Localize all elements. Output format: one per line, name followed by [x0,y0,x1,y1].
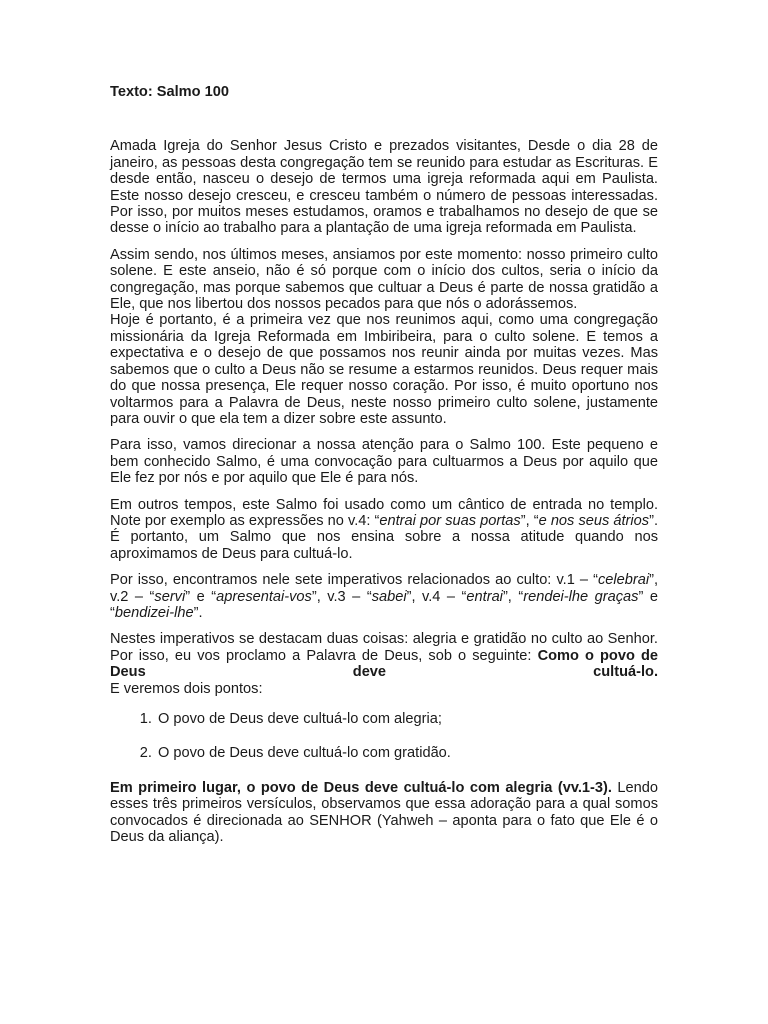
paragraph-hoje: Hoje é portanto, é a primeira vez que nos reunimos aqui, como uma congregação missionária da Igreja Reformada em Imbiribeira, para o culto solene. E temos a expectativa e o desejo de que possamos nos reunir ainda por muitas vezes. Mas sabemos que o culto a Deus não se resume a estarmos reunidos. Deus requer mais do que nossa presença, Ele requer nosso coração. Por isso, é muito oportuno nos voltarmos para a Palavra de Deus, neste nosso primeiro culto solene, justamente para ouvir o que ela tem a dizer sobre este assunto. [110,312,658,427]
quote-atrios: e nos seus átrios [538,512,650,529]
section-heading: Em primeiro lugar, o povo de Deus deve cultuá-lo com alegria (vv.1-3). [110,779,612,796]
document-title: Texto: Salmo 100 [110,84,229,100]
paragraph-intro: Amada Igreja do Senhor Jesus Cristo e prezados visitantes, Desde o dia 28 de janeiro, as pessoas desta congregação tem se reunido para estudar as Escrituras. E desde então, nasceu o desejo de termos uma igreja reformada aqui em Paulista. Este nosso desejo cresceu, e cresceu também o número de pessoas interessadas. Por isso, por muitos meses estudamos, oramos e trabalhamos no desejo de que se desse o início ao trabalho para a plantação de uma igreja reformada em Paulista. [110,138,658,237]
paragraph-anseio: Assim sendo, nos últimos meses, ansiamos por este momento: nosso primeiro culto solene. E este anseio, não é só porque com o início dos cultos, seria o início da congregação, mas porque sabemos que cultuar a Deus é parte de nossa gratidão a Ele, que nos libertou dos nossos pecados para que nós o adorássemos. [110,246,658,313]
paragraph-cantico: Em outros tempos, este Salmo foi usado como um cântico de entrada no templo. Note por exemplo as expressões no v.4: “entrai por suas portas”, “e nos seus átrios”. É portanto, um Salmo que nos ensina sobre a nossa atitude quando nos aproximamos de Deus para cultuá-lo. [110,496,658,562]
paragraph-imperativos: Por isso, encontramos nele sete imperativos relacionados ao culto: v.1 – “celebrai”, v.2 – “servi” e “apresentai-vos”, v.3 – “sabei”, v.4 – “entrai”, “rendei-lhe graças” e “bendizei-lhe”. [110,572,658,621]
list-item: 1. O povo de Deus deve cultuá-lo com alegria; [156,711,658,727]
list-item: 2. O povo de Deus deve cultuá-lo com gratidão. [156,745,658,761]
paragraph-primeiro-ponto: Em primeiro lugar, o povo de Deus deve cultuá-lo com alegria (vv.1-3). Lendo esses três primeiros versículos, observamos que essa adoração para a qual somos convocados é direcionada ao SENHOR (Yahweh – aponta para o fato que Ele é o Deus da aliança). [110,779,658,846]
quote-entrai-portas: entrai por suas portas [379,512,521,529]
points-list [110,711,658,762]
paragraph-destaques: Nestes imperativos se destacam duas coisas: alegria e gratidão no culto ao Senhor. Por isso, eu vos proclamo a Palavra de Deus, sob o seguinte: Como o povo de Deus deve cultuá-lo. [110,631,658,681]
sermon-theme: Como o povo de Deus deve cultuá-lo. [110,647,658,681]
paragraph-salmo: Para isso, vamos direcionar a nossa atenção para o Salmo 100. Este pequeno e bem conhecido Salmo, é uma convocação para cultuarmos a Deus por aquilo que Ele fez por nós e por aquilo que Ele é para nós. [110,437,658,487]
paragraph-pontos: E veremos dois pontos: [110,680,263,697]
